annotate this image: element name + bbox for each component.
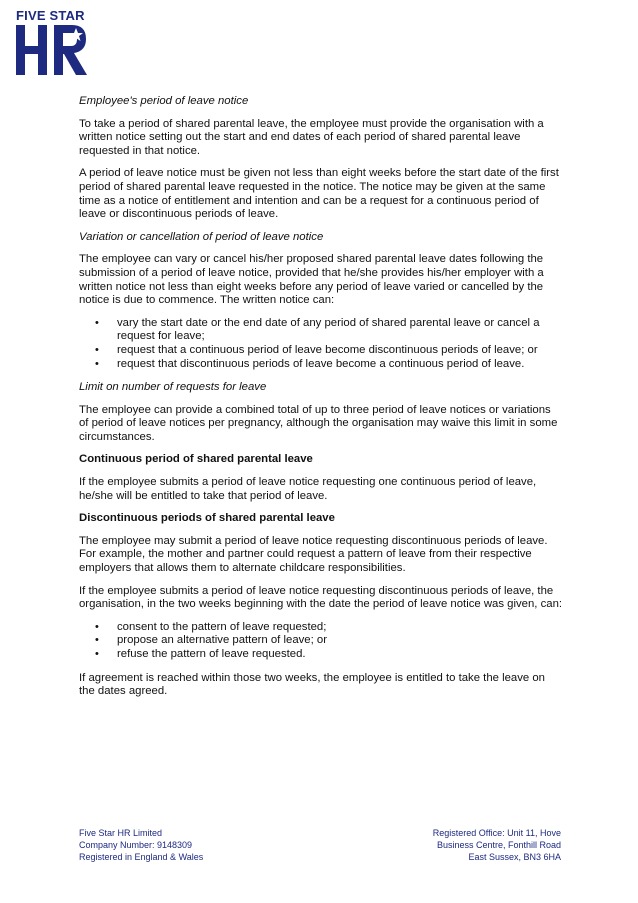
section-heading: Variation or cancellation of period of leave notice [79, 230, 324, 243]
footer-line: Company Number: 9148309 [79, 840, 193, 850]
list-item: • vary the start date or the end date of any period of shared parental leave or cancel a request for leave; [117, 317, 563, 344]
document-body [79, 95, 563, 708]
company-logo [14, 8, 94, 76]
list-item: • propose an alternative pattern of leave; or [117, 634, 563, 648]
footer-registered-office [433, 827, 561, 863]
paragraph: The employee can provide a combined total of up to three period of leave notices or variations of period of leave notices per pregnancy, although the organisation may waive this limit in some circumstances. [79, 403, 558, 443]
section-heading: Discontinuous periods of shared parental leave [79, 512, 335, 525]
footer-company-info [79, 827, 203, 863]
paragraph: If agreement is reached within those two weeks, the employee is entitled to take the leave on the dates agreed. [79, 671, 545, 698]
section-heading: Continuous period of shared parental leave [79, 453, 313, 466]
footer-line: East Sussex, BN3 6HA [468, 852, 561, 862]
section-heading: Limit on number of requests for leave [79, 381, 267, 394]
paragraph: To take a period of shared parental leave, the employee must provide the organisation with a written notice setting out the start and end dates of each period of shared parental leave requested in that notice. [79, 117, 544, 157]
logo-hr-mark [14, 23, 90, 79]
footer-line: Five Star HR Limited [79, 828, 163, 838]
bullet-list [79, 621, 563, 662]
list-item: • refuse the pattern of leave requested. [117, 648, 563, 662]
list-item: • consent to the pattern of leave requested; [117, 621, 563, 635]
paragraph: If the employee submits a period of leave notice requesting discontinuous periods of leave, the organisation, in the two weeks beginning with the date the period of leave notice was given, can: [79, 584, 563, 611]
list-item: • request that a continuous period of leave become discontinuous periods of leave; or [117, 344, 563, 358]
footer-line: Registered Office: Unit 11, Hove [432, 828, 561, 838]
bullet-list [79, 317, 563, 371]
footer-line: Business Centre, Fonthill Road [436, 840, 561, 850]
section-heading: Employee's period of leave notice [79, 95, 249, 107]
logo-top-text: FIVE STAR [16, 8, 85, 23]
footer-line: Registered in England & Wales [79, 852, 204, 862]
list-item: • request that discontinuous periods of leave become a continuous period of leave. [117, 358, 563, 372]
paragraph: The employee may submit a period of leave notice requesting discontinuous periods of leave. For example, the mother and partner could request a pattern of leave from their respective employers that allows them to alternate childcare responsibilities. [79, 534, 548, 575]
paragraph: The employee can vary or cancel his/her proposed shared parental leave dates following the submission of a period of leave notice, provided that he/she provides his/her employer with a written notice not less than eight weeks before any period of leave varied or cancelled by the notice is due to commence. The written notice can: [79, 253, 544, 307]
paragraph: A period of leave notice must be given not less than eight weeks before the start date of the first period of shared parental leave requested in the notice. The notice may be given at the same time as a notice of entitlement and intention and can be a request for a continuous period of leave or discontinuous periods of leave. [79, 167, 559, 221]
paragraph: If the employee submits a period of leave notice requesting one continuous period of leave, he/she will be entitled to take that period of leave. [79, 476, 537, 502]
